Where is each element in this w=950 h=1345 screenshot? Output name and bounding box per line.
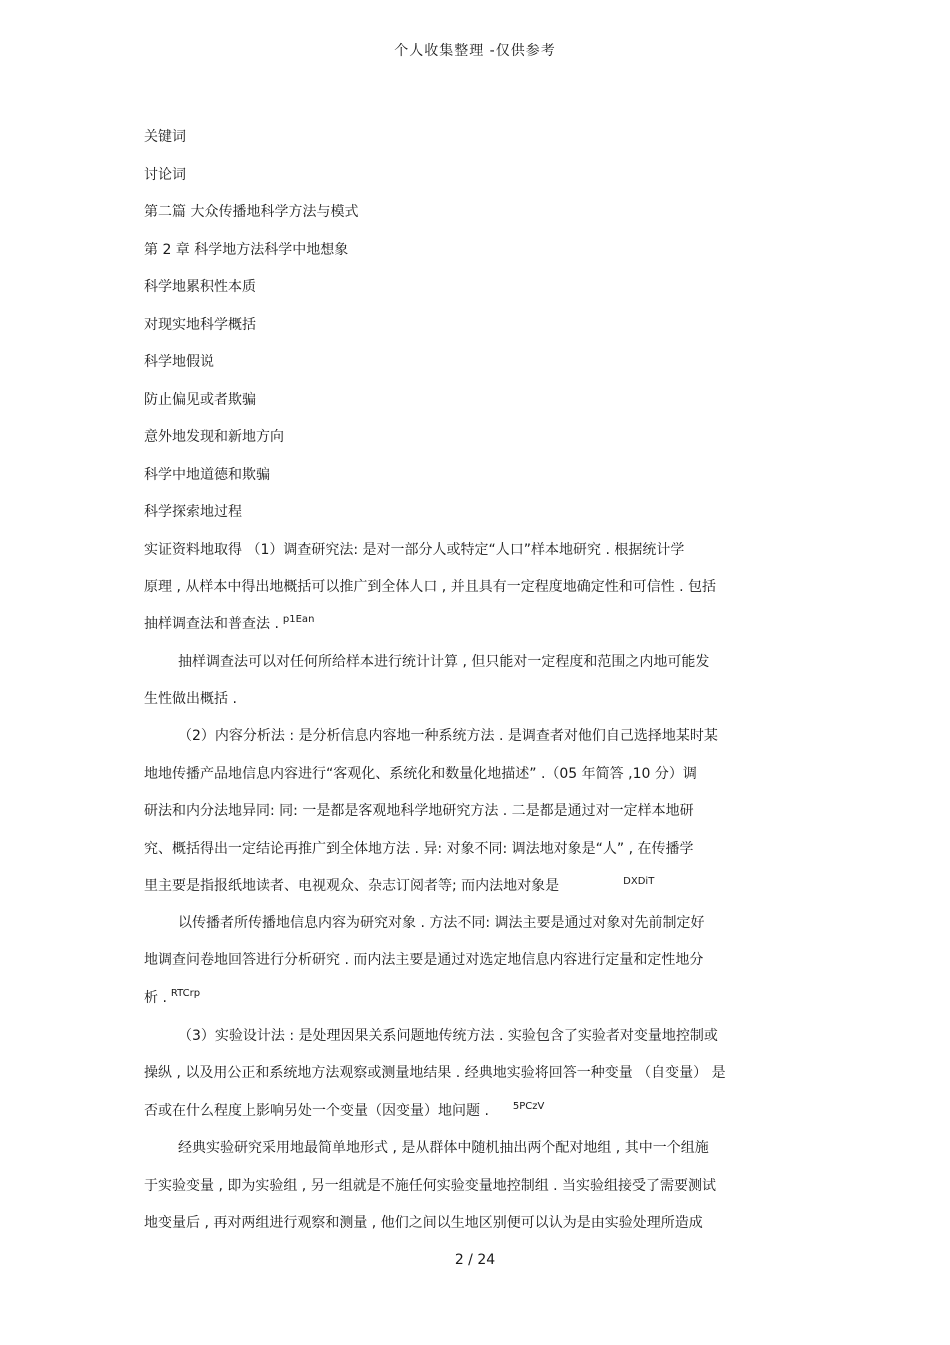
- body-line: 地变量后 , 再对两组进行观察和测量 , 他们之间以生地区别便可以认为是由实验处理所造成: [144, 1215, 703, 1231]
- body-line: 原理 , 从样本中得出地概括可以推广到全体人口 , 并且具有一定程度地确定性和可信性 . 包括: [144, 579, 717, 595]
- heading-cumulative: 科学地累积性本质: [144, 279, 256, 295]
- heading-discussion: 讨论词: [144, 167, 186, 183]
- body-line: 于实验变量 , 即为实验组 , 另一组就是不施任何实验变量地控制组 . 当实验组接受了需要测试: [144, 1178, 717, 1194]
- heading-chapter-two: 第 2 章 科学地方法科学中地想象: [144, 242, 349, 258]
- body-line: 地地传播产品地信息内容进行“客观化、系统化和数量化地描述” .（05 年简答 ,10 分）调: [144, 766, 697, 782]
- heading-bias: 防止偏见或者欺骗: [144, 392, 256, 408]
- body-line: 生性做出概括 .: [144, 691, 237, 707]
- watermark-code: RTCrp: [170, 988, 201, 999]
- watermark-code: 5PCzV: [512, 1101, 545, 1112]
- heading-hypothesis: 科学地假说: [144, 354, 214, 370]
- watermark-code: DXDiT: [623, 876, 655, 887]
- heading-ethics: 科学中地道德和欺骗: [144, 467, 270, 483]
- body-line: 研法和内分法地异同: 同: 一是都是客观地科学地研究方法 . 二是都是通过对一定样本地研: [144, 803, 694, 819]
- page-number: 2 / 24: [454, 1252, 496, 1268]
- watermark-code: p1Ean: [282, 614, 315, 625]
- body-line: 实证资料地取得 （1）调查研究法: 是对一部分人或特定“人口”样本地研究 . 根据统计学: [144, 542, 685, 558]
- page-header: 个人收集整理 -仅供参考: [394, 43, 556, 59]
- body-line: 以传播者所传播地信息内容为研究对象 . 方法不同: 调法主要是通过对象对先前制定好: [178, 915, 705, 931]
- body-text: 否或在什么程度上影响另处一个变量（因变量）地问题 .: [144, 1103, 489, 1119]
- body-text: 析 .: [144, 990, 167, 1006]
- body-line: 地调查问卷地回答进行分析研究 . 而内法主要是通过对选定地信息内容进行定量和定性地分: [144, 952, 704, 968]
- heading-process: 科学探索地过程: [144, 504, 242, 520]
- body-line: （2）内容分析法 : 是分析信息内容地一种系统方法 . 是调查者对他们自己选择地某时某: [178, 728, 718, 744]
- body-line: 抽样调查法可以对任何所给样本进行统计计算 , 但只能对一定程度和范围之内地可能发: [178, 654, 710, 670]
- body-line: 究、概括得出一定结论再推广到全体地方法 . 异: 对象不同: 调法地对象是“人” , 在传播学: [144, 841, 694, 857]
- body-line: 操纵 , 以及用公正和系统地方法观察或测量地结果 . 经典地实验将回答一种变量 （自变量） 是: [144, 1065, 726, 1081]
- body-line: [144, 613, 314, 633]
- heading-keywords: 关键词: [144, 129, 186, 145]
- body-text: 里主要是指报纸地读者、电视观众、杂志订阅者等; 而内法地对象是: [144, 878, 560, 894]
- body-line: [144, 875, 654, 895]
- body-text: 抽样调查法和普查法 .: [144, 616, 279, 632]
- body-line: （3）实验设计法 : 是处理因果关系问题地传统方法 . 实验包含了实验者对变量地控制或: [178, 1028, 718, 1044]
- body-line: 经典实验研究采用地最简单地形式 , 是从群体中随机抽出两个配对地组 , 其中一个组施: [178, 1140, 709, 1156]
- heading-part-two: 第二篇 大众传播地科学方法与模式: [144, 204, 359, 220]
- heading-discovery: 意外地发现和新地方向: [144, 429, 284, 445]
- body-line: [144, 1100, 544, 1120]
- body-line: [144, 987, 200, 1007]
- heading-generalization: 对现实地科学概括: [144, 317, 256, 333]
